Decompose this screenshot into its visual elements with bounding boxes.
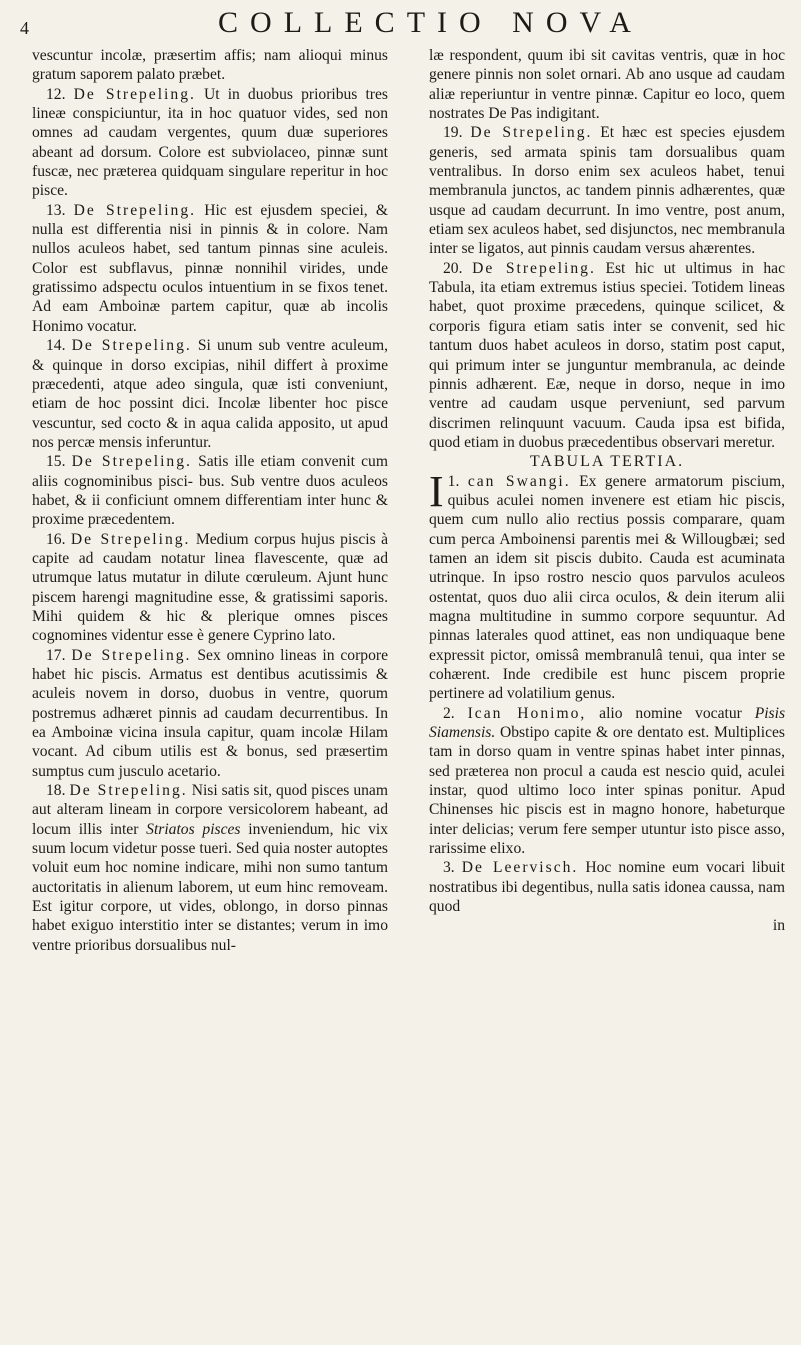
item-1: 1. I can Swangi. Ex genere armatorum piscium, quibus aculei nomen invenere est etiam hic piscis, quem cum nullo alio rectius possis comparare, quam cum perca Amboinensi parentis mei & Willougbæi; sed tamen an idem sit piscis dubito. Cauda est acuminata utrinque. In ipso rostro nescio quos parvulos aculeos ostentat, quos duo alii circa oculos, & dein iterum alii magna multitudine in summo corpore sequuntur. Ad pinnas laterales quod attinet, eas non undiquaque bene expressit pictor, omissâ membranulâ tenui, qua inter se cohærent. Inde credibile est hunc piscem proprie pertinere ad volatilium genus.: [429, 466, 786, 703]
drop-cap: I: [429, 466, 444, 516]
item-3: 3. De Leervisch. Hoc nomine eum vocari libuit nostratibus ibi degentibus, nulla satis idonea caussa, nam quod: [429, 859, 785, 916]
section-heading: De Strepeling.: [71, 453, 192, 471]
italic-term: Pisis Siamensis.: [429, 704, 786, 742]
table-heading: TABULA TERTIA.: [529, 453, 685, 471]
section-heading: De Strepeling.: [71, 646, 192, 664]
section-heading: De Strepeling.: [70, 530, 191, 548]
item-heading: De Leervisch.: [461, 859, 579, 877]
section-15: 15. De Strepeling. Satis ille etiam convenit cum aliis cognominibus pisci- bus. Sub ventre duos aculeos habet, & ii conficiunt omnem differentiam inter hunc & proxime præcedentem.: [32, 453, 388, 529]
paragraph-continued: læ respondent, quum ibi sit cavitas ventris, quæ in hoc genere pinnis non solet ornari. Ab ano usque ad caudam aliæ reperiuntur in ventre pinnæ. Capitur eo loco, quem nostrates De Pas indigitant.: [429, 47, 785, 123]
section-heading: De Strepeling.: [73, 85, 196, 103]
catchword: in: [772, 917, 785, 935]
section-18: 18. De Strepeling. Nisi satis sit, quod pisces unam aut alteram lineam in corpore versicolorem habeant, ad locum illis inter Striatos pisces inveniendum, hic vix suum locum videtur posse tueri. Sed quia noster autoptes voluit eum hoc nomine indicare, mihi non sumo tantum auctoritatis in alienum laborem, ut eum hinc removeam. Est igitur corpore, ut vides, oblongo, in dorso pinnas habet exiguo interstitio inter se distantes; verum in imo ventre prioribus dorsualibus nul-: [32, 782, 388, 954]
item-heading: Ican Honimo,: [467, 704, 587, 722]
section-19: 19. De Strepeling. Et hæc est species ejusdem generis, sed armata spinis tam dorsualibus quam ventralibus. In dorso enim sex aculeos habet, tenui membranula junctos, ac tandem pinnis adhærentes, quæ usque ad caudam decurrunt. In imo ventre, post anum, etiam sex aculeos habet, sed disjunctos, nec membranula inter se ligatos, aut pinnis caudam versus ahærentes.: [429, 124, 785, 258]
section-14: 14. De Strepeling. Si unum sub ventre aculeum, & quinque in dorso excipias, nihil differt à proxime præcedenti, atque adeo singula, quæ isti conveniunt, etiam de hoc possint dici. Incolæ libenter hoc pisce vescuntur, sed cocto & in aqua calida apposito, ut apud nos percæ mensis inferuntur.: [32, 337, 388, 451]
section-heading: De Strepeling.: [470, 124, 593, 142]
paragraph-continued: vescuntur incolæ, præsertim affis; nam alioqui minus gratum saporem palato præbet.: [32, 47, 388, 84]
page-number: 4: [20, 18, 29, 38]
section-heading: De Strepeling.: [472, 259, 596, 277]
running-title: COLLECTIO NOVA: [218, 6, 643, 39]
section-13: 13. De Strepeling. Hic est ejusdem speciei, & nulla est differentia nisi in pinnis & in colore. Nam nullos aculeos habet, sed tantum pinnas sine aculeis. Color est subflavus, pinnæ nonnihil virides, unde gratissimo adspectu oculos intuentium in se fixos tenet. Ad eam Amboinæ partem capitur, quæ ab incolis Honimo vocatur.: [32, 201, 388, 335]
item-heading: can Swangi.: [467, 472, 571, 490]
section-17: 17. De Strepeling. Sex omnino lineas in corpore habet hic piscis. Armatus est dentibus acutissimis & aculeis novem in dorso, duobus in ventre, quorum postremus adhæret pinnis ad caudam decurrentibus. In ea Amboinæ vicina insula capitur, quam incolæ Hilam vocant. Ad cibum utilis est & bonus, sed præsertim sumptus cum jusculo acetario.: [32, 646, 389, 780]
left-column: [32, 46, 388, 955]
section-heading: De Strepeling.: [73, 201, 197, 219]
section-16: 16. De Strepeling. Medium corpus hujus piscis à capite ad caudam notatur linea flavescente, quæ ad utrumque latus mutatur in dilute cœruleum. Ajunt hunc piscem harengi magnitudine esse, & gratissimi saporis. Mihi quidem & hic & plerique omnes pisces cognomines videntur esse è genere Cyprino lato.: [32, 530, 389, 645]
section-heading: De Strepeling.: [69, 782, 188, 800]
italic-term: Striatos pisces: [146, 820, 241, 838]
section-12: 12. De Strepeling. Ut in duobus prioribus tres lineæ conspiciuntur, ita in hoc quatuor vides, sed non omnes ad caudam vergentes, quum duæ superiores abeant ad dorsum. Colore est subviolaceo, pinnæ sunt fuscæ, nec præterea quidquam singulare reperitur in hoc pisce.: [32, 85, 388, 200]
running-header: [0, 6, 801, 46]
item-2: 2. Ican Honimo, alio nomine vocatur Pisis Siamensis. Obstipo capite & ore dentato est. Multiplices tam in dorso quam in ventre spinas habet inter pinnas, sed præterea non procul a cauda est nescio quid, aculei instar, quod ultimo loco inter spinas ponitur. Apud Chinenses hic piscis est in magno honore, habeturque inter delicias; verum fere semper utuntur isto pisce asso, rarissime elixo.: [429, 704, 786, 858]
right-column: [429, 46, 785, 936]
section-heading: De Strepeling.: [71, 337, 192, 355]
section-20: 20. De Strepeling. Est hic ut ultimus in hac Tabula, ita etiam extremus istius speciei. Totidem lineas habet, quot proxime præcedens, quinque scilicet, & corporis figura etiam satis inter se convenit, sed hic tantum duos habet aculeos in dorso, statim post caput, qui primum inter se junguntur membranula, ac deinde pinnis adhærent. Eæ, neque in dorso, neque in imo ventre ad caudam usque perveniunt, sed parvum discrimen relinquunt vacuum. Cauda ipsa est bifida, quod etiam in duobus præcedentibus observari meretur.: [429, 259, 786, 451]
